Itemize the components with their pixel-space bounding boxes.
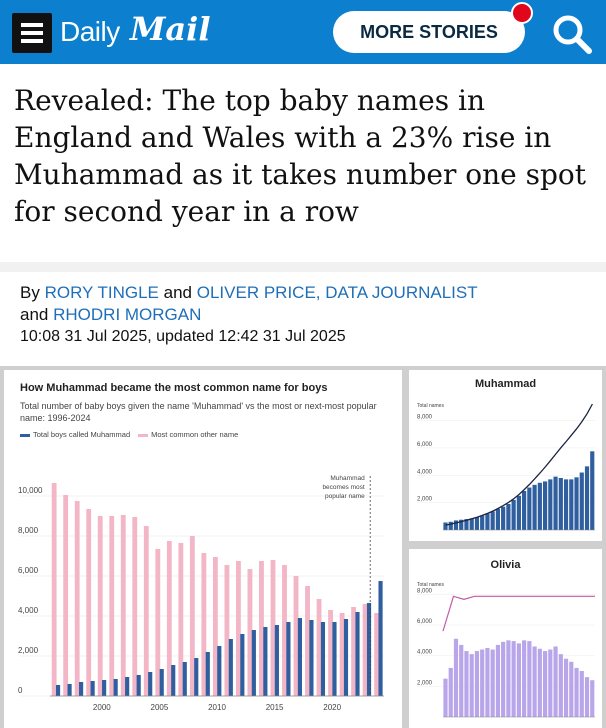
bar-other-name xyxy=(213,557,218,696)
bar-muhammad xyxy=(229,639,233,696)
bar-other-name xyxy=(328,610,333,696)
y-tick-label: 8,000 xyxy=(18,526,39,535)
bar xyxy=(574,477,578,530)
bar-muhammad xyxy=(252,630,256,696)
bar-other-name xyxy=(224,565,229,696)
bar-other-name xyxy=(351,607,356,696)
bar xyxy=(443,679,447,717)
bar xyxy=(527,641,531,717)
bar-muhammad xyxy=(56,685,60,696)
x-tick-label: 2000 xyxy=(92,703,111,712)
bar xyxy=(585,677,589,717)
muhammad-bar-chart xyxy=(409,370,602,541)
main-chart-title: How Muhammad became the most common name for boys xyxy=(20,382,328,394)
logo-daily[interactable]: Daily xyxy=(60,16,120,47)
byline-and: and xyxy=(20,305,49,324)
bar xyxy=(538,649,542,717)
bar-other-name xyxy=(132,517,137,696)
byline xyxy=(20,282,600,326)
bar xyxy=(533,646,537,717)
bar xyxy=(590,680,594,717)
bar xyxy=(485,514,489,530)
bar-other-name xyxy=(340,613,345,696)
bar-other-name xyxy=(374,613,379,696)
bar-other-name xyxy=(248,569,253,696)
bar-muhammad xyxy=(206,652,210,696)
bar xyxy=(475,651,479,717)
bar xyxy=(527,488,531,530)
bar xyxy=(590,451,594,530)
bar-muhammad xyxy=(102,680,106,696)
bar-muhammad xyxy=(309,620,313,696)
bar-other-name xyxy=(271,560,276,696)
bar-other-name xyxy=(259,561,264,696)
bar xyxy=(564,479,568,530)
bar xyxy=(512,500,516,530)
bar-muhammad xyxy=(125,677,129,696)
infographic xyxy=(0,366,606,728)
bar xyxy=(449,522,453,530)
y-tick-label: 10,000 xyxy=(18,486,43,495)
y-tick-label: 2,000 xyxy=(18,646,39,655)
author-link-rhodri-morgan[interactable]: RHODRI MORGAN xyxy=(53,305,202,324)
bar-other-name xyxy=(98,516,103,696)
bar xyxy=(496,509,500,530)
legend-other-label: Most common other name xyxy=(151,430,239,439)
y-tick-label: 4,000 xyxy=(417,649,433,656)
bar-other-name xyxy=(236,561,241,696)
annotation-text: Muhammad xyxy=(330,475,365,482)
author-link-oliver-price[interactable]: OLIVER PRICE, DATA JOURNALIST xyxy=(196,283,478,302)
bar xyxy=(548,650,552,717)
bar xyxy=(569,662,573,717)
article-headline: Revealed: The top baby names in England and Wales with a 23% rise in Muhammad as it takes number one spot for second year in a row xyxy=(14,84,587,228)
bar xyxy=(443,522,447,530)
y-tick-label: 6,000 xyxy=(417,619,433,625)
bar-muhammad xyxy=(275,625,279,696)
bar-muhammad xyxy=(79,682,83,696)
bar-muhammad xyxy=(148,672,152,696)
muhammad-panel xyxy=(409,370,602,541)
bar xyxy=(480,516,484,530)
bar xyxy=(580,473,584,530)
bar xyxy=(506,504,510,530)
y-tick-label: 8,000 xyxy=(417,414,433,421)
bar-muhammad xyxy=(137,675,141,696)
author-link-rory-tingle[interactable]: RORY TINGLE xyxy=(44,283,159,302)
annotation-text: becomes most xyxy=(322,484,365,491)
bar xyxy=(464,651,468,717)
bar-other-name xyxy=(75,501,80,696)
bar-other-name xyxy=(282,565,287,696)
main-chart-panel xyxy=(4,370,402,728)
bar xyxy=(501,642,505,717)
bar xyxy=(506,640,510,717)
bar xyxy=(553,646,557,717)
trend-line xyxy=(443,596,595,631)
bar-other-name xyxy=(190,536,195,696)
bar xyxy=(501,507,505,530)
bar xyxy=(543,651,547,717)
y-axis-label: Total names xyxy=(417,582,444,588)
bar xyxy=(459,645,463,717)
bar-muhammad xyxy=(68,684,72,696)
y-tick-label: 4,000 xyxy=(417,469,433,476)
bar-other-name xyxy=(201,553,206,696)
y-tick-label: 0 xyxy=(18,686,23,695)
bar-muhammad xyxy=(160,669,164,696)
olivia-panel xyxy=(409,549,602,728)
bar-muhammad xyxy=(286,622,290,696)
bar-muhammad xyxy=(194,658,198,696)
legend-muhammad-label: Total boys called Muhammad xyxy=(33,430,131,439)
bar xyxy=(543,481,547,530)
x-tick-label: 2010 xyxy=(208,703,226,712)
notification-dot-icon xyxy=(511,2,533,24)
x-tick-label: 2015 xyxy=(265,703,284,712)
bar-other-name xyxy=(167,541,172,696)
bar-other-name xyxy=(63,495,68,696)
bar-muhammad xyxy=(114,679,118,696)
muhammad-panel-title: Muhammad xyxy=(474,378,537,390)
bar xyxy=(569,479,573,530)
bar xyxy=(522,491,526,530)
bar-other-name xyxy=(294,576,299,696)
bar xyxy=(470,654,474,717)
x-tick-label: 2020 xyxy=(323,703,342,712)
bar-muhammad xyxy=(344,619,348,696)
bar-other-name xyxy=(86,509,91,696)
bar xyxy=(574,668,578,717)
bar xyxy=(449,668,453,717)
bar xyxy=(475,517,479,530)
bar-muhammad xyxy=(332,622,336,696)
bar-muhammad xyxy=(171,665,175,696)
y-tick-label: 2,000 xyxy=(417,496,433,503)
bar xyxy=(585,466,589,530)
divider xyxy=(0,262,606,272)
bar xyxy=(517,643,521,717)
y-tick-label: 6,000 xyxy=(417,441,433,448)
dateline: 10:08 31 Jul 2025, updated 12:42 31 Jul 2025 xyxy=(20,328,346,345)
bar-other-name xyxy=(121,515,126,696)
more-stories-button[interactable]: MORE STORIES xyxy=(333,11,525,53)
y-tick-label: 6,000 xyxy=(18,566,39,575)
bar xyxy=(538,483,542,530)
bar-muhammad xyxy=(91,681,95,696)
main-chart-subtitle: Total number of baby boys given the name 'Muhammad' vs the most or next-most popular name: 1996-2024 xyxy=(20,401,377,423)
bar xyxy=(522,640,526,717)
olivia-panel-title: Olivia xyxy=(490,559,521,571)
bar xyxy=(512,641,516,717)
bar xyxy=(580,671,584,717)
olivia-bar-chart xyxy=(409,549,602,728)
bar-other-name xyxy=(305,586,310,696)
byline-and: and xyxy=(163,283,193,302)
bar-other-name xyxy=(52,483,57,696)
bar xyxy=(485,648,489,717)
x-tick-label: 2005 xyxy=(150,703,169,712)
search-icon[interactable] xyxy=(550,12,594,56)
bar-other-name xyxy=(155,549,160,696)
bar xyxy=(454,520,458,530)
y-tick-label: 4,000 xyxy=(18,606,39,615)
bar-muhammad xyxy=(217,646,221,696)
byline-by: By xyxy=(20,283,40,302)
bar xyxy=(553,477,557,530)
bar-other-name xyxy=(109,516,114,696)
bar-muhammad xyxy=(321,622,325,696)
bar xyxy=(548,479,552,530)
bar xyxy=(491,512,495,530)
bar-other-name xyxy=(317,599,322,696)
logo-mail[interactable]: Mail xyxy=(130,10,211,48)
bar-muhammad xyxy=(298,618,302,696)
main-bar-chart xyxy=(4,370,402,728)
bar-muhammad xyxy=(263,627,267,696)
bar xyxy=(517,496,521,530)
y-axis-label: Total names xyxy=(417,403,444,409)
bar xyxy=(559,654,563,717)
bar-muhammad xyxy=(183,662,187,696)
top-nav-bar xyxy=(0,0,606,64)
y-tick-label: 8,000 xyxy=(417,588,433,595)
bar-muhammad xyxy=(378,581,382,696)
bar xyxy=(480,650,484,717)
annotation-text: popular name xyxy=(324,493,365,500)
bar xyxy=(496,645,500,717)
bar-muhammad xyxy=(240,634,244,696)
bar-other-name xyxy=(144,526,149,696)
menu-icon[interactable] xyxy=(12,13,52,53)
bar xyxy=(559,478,563,530)
bar-muhammad xyxy=(355,612,359,696)
bar xyxy=(454,639,458,717)
bar xyxy=(470,518,474,530)
y-tick-label: 2,000 xyxy=(417,680,433,687)
bar-other-name xyxy=(363,604,368,696)
bar-other-name xyxy=(178,543,183,696)
bar xyxy=(564,659,568,717)
bar xyxy=(533,485,537,530)
bar xyxy=(491,650,495,717)
